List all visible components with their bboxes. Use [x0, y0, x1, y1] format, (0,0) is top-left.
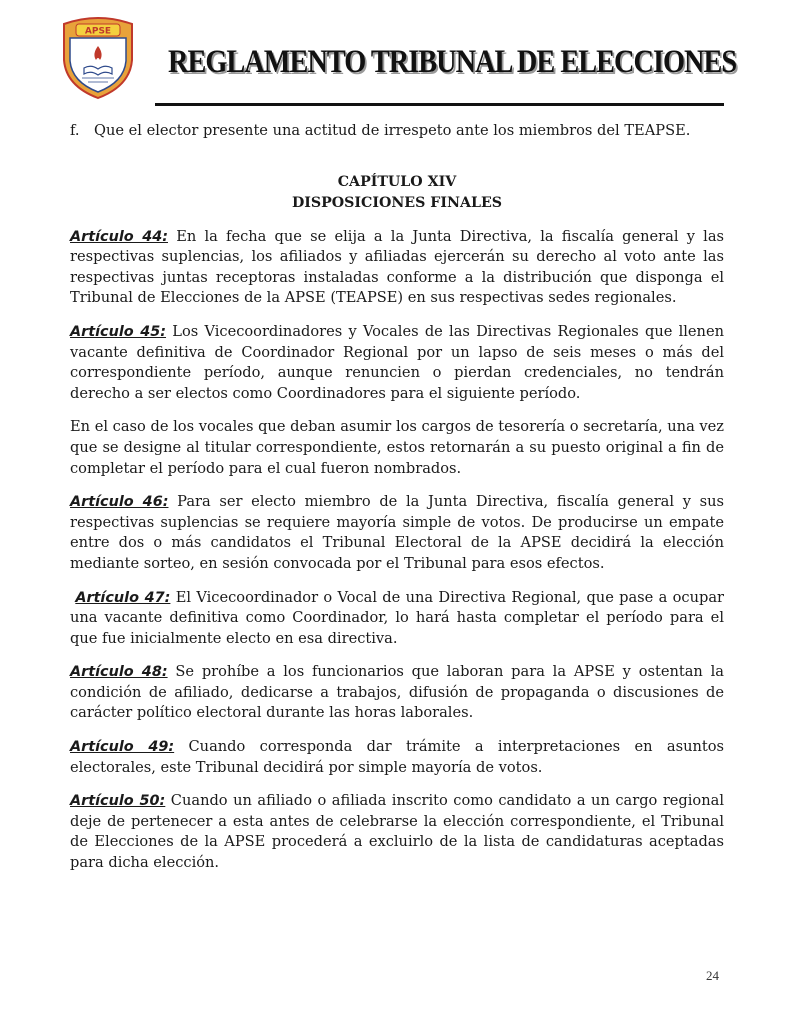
article-text: Cuando corresponda dar trámite a interpretaciones en asuntos electorales, este Tribunal decidirá por simple mayoría de votos.: [70, 738, 725, 776]
document-header-title: REGLAMENTO TRIBUNAL DE ELECCIONES: [168, 44, 737, 80]
article-text: El Vicecoordinador o Vocal de una Directiva Regional, que pase a ocupar una vacante definitiva como Coordinador, lo hará hasta completar el período para el que fue inicialmente electo en esa directiva.: [70, 588, 725, 647]
article-label: Artículo 44:: [70, 228, 168, 245]
chapter-number: CAPÍTULO XIV: [337, 173, 457, 190]
chapter-heading: [70, 172, 724, 214]
article-label: Artículo 48:: [70, 664, 168, 681]
article-44: [70, 227, 724, 309]
list-item-text: Que el elector presente una actitud de irrespeto ante los miembros del TEAPSE.: [94, 122, 691, 139]
article-label: Artículo 50:: [70, 793, 166, 810]
article-label: Artículo 49:: [70, 739, 175, 756]
list-item-f: [70, 121, 724, 142]
article-text: En la fecha que se elija a la Junta Directiva, la fiscalía general y las respectivas suplencias, los afiliados y afiliadas ejercerán su derecho al voto ante las respectivas juntas receptoras instaladas conforme a la distribución que disponga el Tribunal de Elecciones de la APSE (TEAPSE) en sus respectivas sedes regionales.: [70, 227, 725, 307]
article-text: Para ser electo miembro de la Junta Directiva, fiscalía general y sus respectivas suplencias se requiere mayoría simple de votos. De producirse un empate entre dos o más candidatos el Tribunal Electoral de la APSE decidirá la elección mediante sorteo, en sesión convocada por el Tribunal para esos efectos.: [70, 493, 725, 572]
article-46: [70, 492, 724, 574]
header-divider: [155, 103, 724, 106]
article-47: [70, 588, 724, 650]
logo-text: APSE: [84, 26, 112, 37]
article-50: [70, 791, 724, 873]
page-number: 24: [706, 968, 719, 983]
article-text: Cuando un afiliado o afiliada inscrito como candidato a un cargo regional deje de pertenecer a esta antes de celebrarse la elección correspondiente, el Tribunal de Elecciones de la APSE procederá a excluirlo de la lista de candidaturas aceptadas para dicha elección.: [70, 792, 724, 872]
article-45: [70, 322, 724, 404]
apse-logo: [58, 14, 138, 100]
article-text: Los Vicecoordinadores y Vocales de las Directivas Regionales que llenen vacante definitiva de Coordinador Regional por un lapso de seis meses o más del correspondiente período, aunque renuncien o pierdan credenciales, no tendrán derecho a ser electos como Coordinadores para el siguiente período.: [70, 322, 724, 402]
article-48: [70, 662, 724, 724]
article-label: Artículo 46:: [70, 494, 169, 511]
article-label: Artículo 47:: [75, 589, 171, 606]
document-body: [70, 121, 724, 874]
list-marker: f.: [70, 122, 80, 139]
article-49: [70, 737, 724, 778]
article-label: Artículo 45:: [70, 323, 167, 340]
article-45-paragraph-2: [70, 417, 724, 479]
chapter-title: DISPOSICIONES FINALES: [291, 194, 503, 211]
paragraph-text: En el caso de los vocales que deban asumir los cargos de tesorería o secretaría, una vez que se designe al titular correspondiente, estos retornarán a su puesto original a fin de completar el período para el cual fueron nombrados.: [70, 418, 724, 477]
article-text: Se prohíbe a los funcionarios que laboran para la APSE y ostentan la condición de afiliado, dedicarse a trabajos, difusión de propaganda o discusiones de carácter político electoral durante las horas laborales.: [70, 663, 724, 722]
